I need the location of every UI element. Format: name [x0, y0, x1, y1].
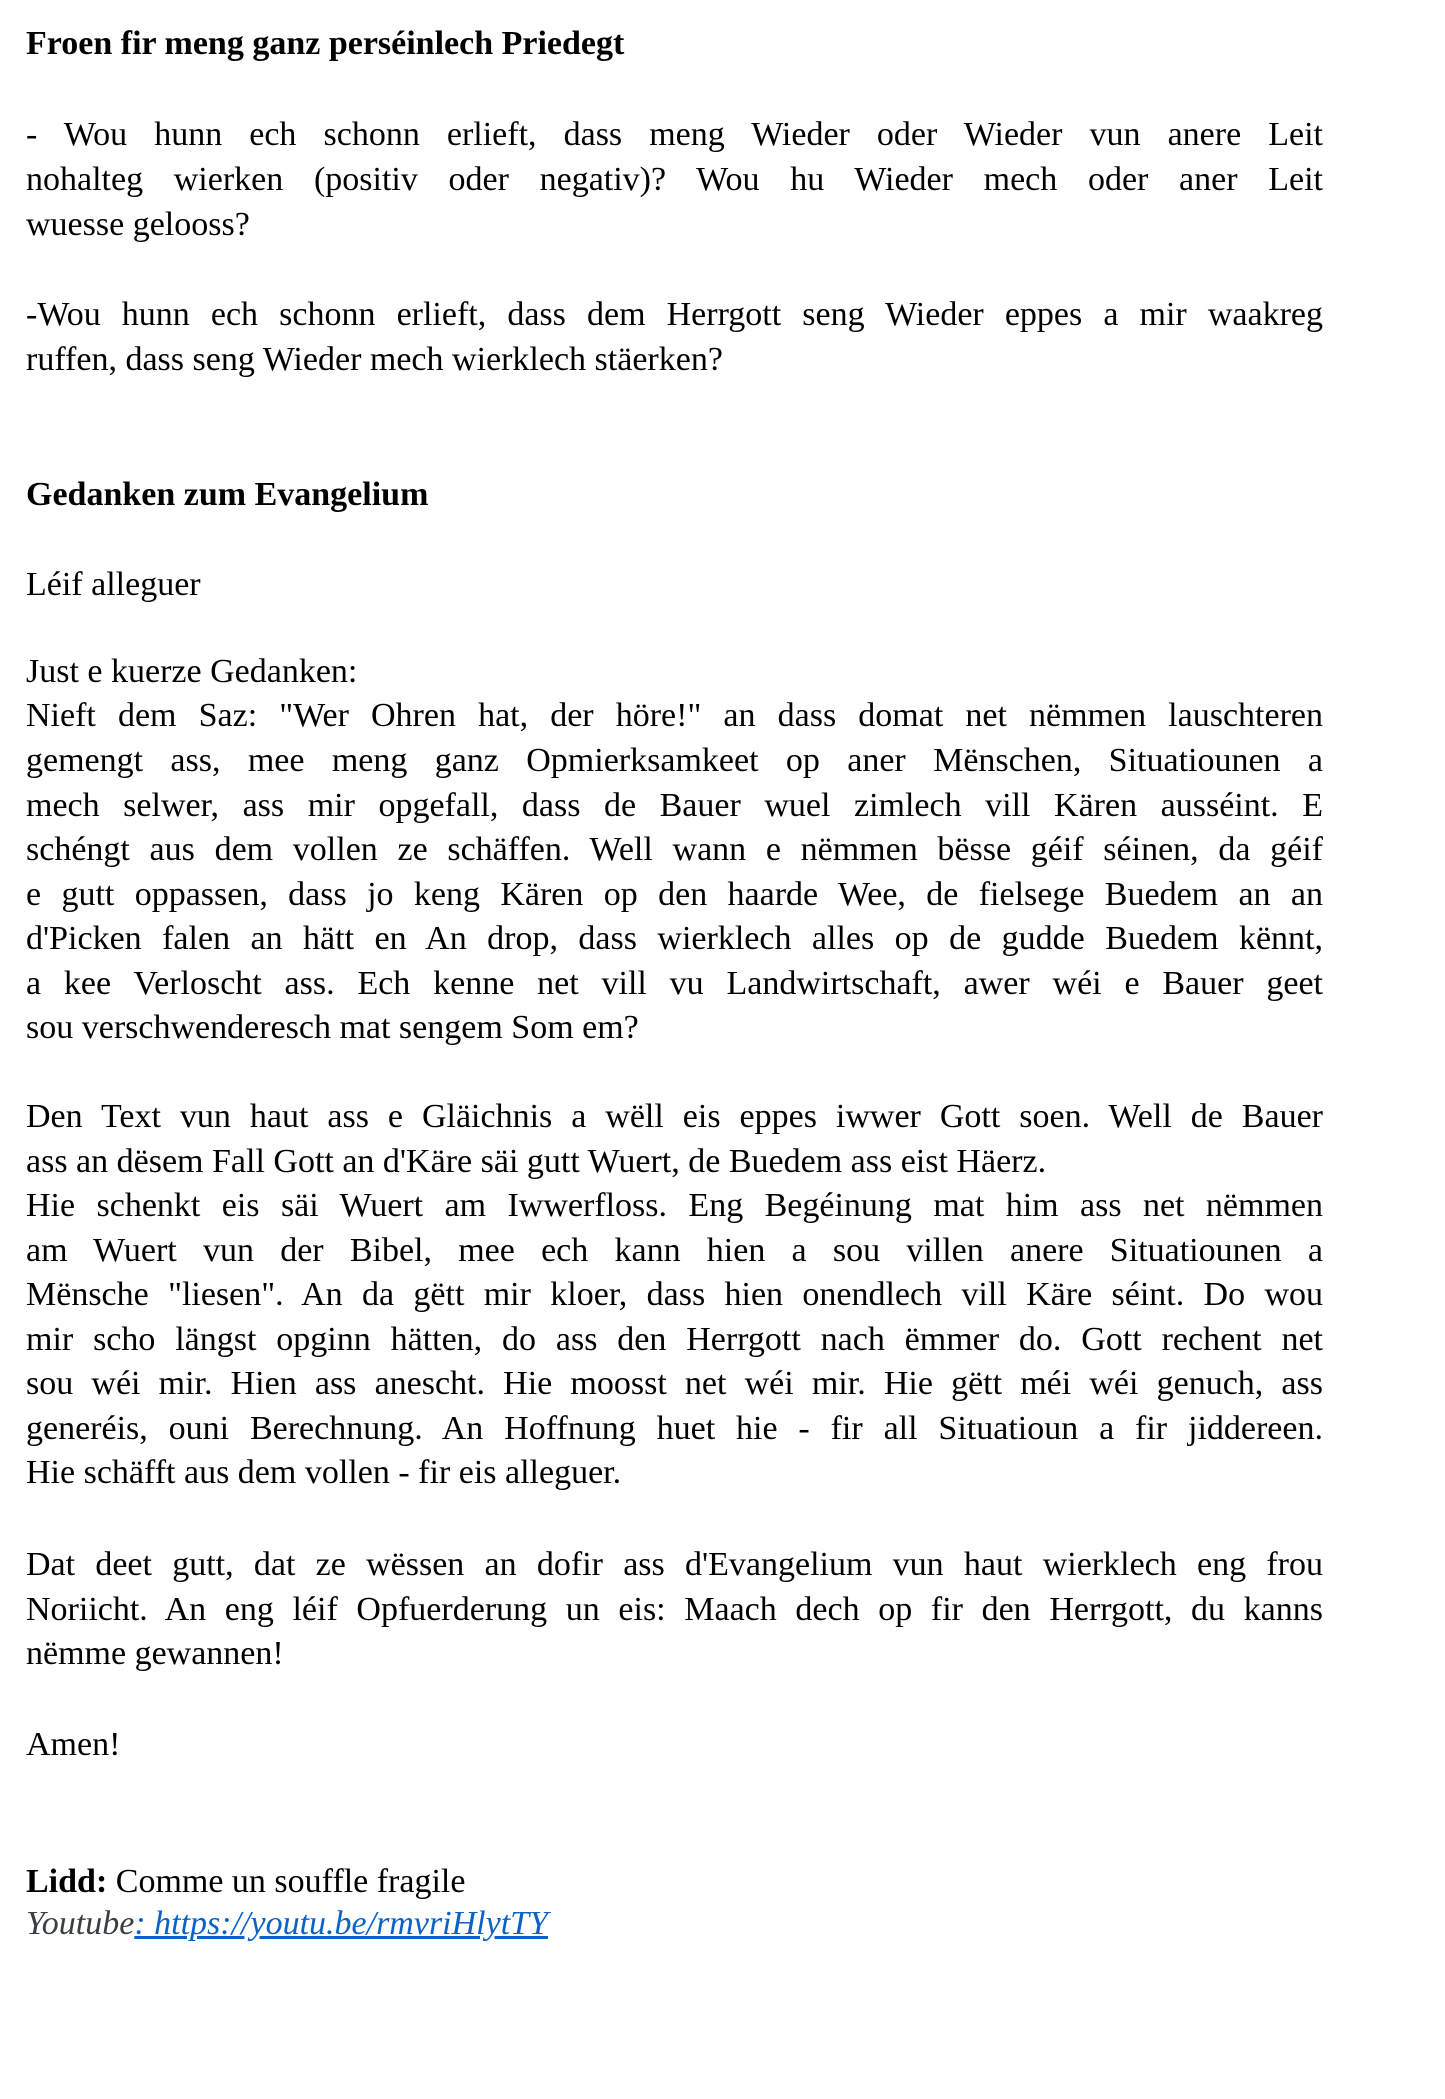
text-line: gemengt ass, mee meng ganz Opmierksamkeet op aner Mënschen, Situatiounen a	[26, 742, 1323, 779]
section-heading-questions: Froen fir meng ganz perséinlech Priedegt	[26, 25, 625, 62]
youtube-line	[26, 1904, 1323, 1944]
text-line: schéngt aus dem vollen ze schäffen. Well wann e nëmmen bësse géif séinen, da géif	[26, 831, 1323, 868]
text-line: nohalteg wierken (positiv oder negativ)? Wou hu Wieder mech oder aner Leit	[26, 161, 1323, 198]
greeting: Léif alleguer	[26, 566, 201, 603]
text-line: Nieft dem Saz: "Wer Ohren hat, der höre!" an dass domat net nëmmen lauschteren	[26, 697, 1323, 734]
text-line: am Wuert vun der Bibel, mee ech kann hien a sou villen anere Situatiounen a	[26, 1232, 1323, 1269]
text-line: Hie schäfft aus dem vollen - fir eis alleguer.	[26, 1454, 622, 1491]
text-line: wuesse gelooss?	[26, 206, 250, 243]
text-line: a kee Verloscht ass. Ech kenne net vill vu Landwirtschaft, awer wéi e Bauer geet	[26, 965, 1323, 1002]
text-line: Hie schenkt eis säi Wuert am Iwwerfloss. Eng Begéinung mat him ass net nëmmen	[26, 1187, 1323, 1224]
text-line: generéis, ouni Berechnung. An Hoffnung huet hie - fir all Situatioun a fir jiddereen.	[26, 1410, 1323, 1447]
text-line: sou wéi mir. Hien ass anescht. Hie moosst net wéi mir. Hie gëtt méi wéi genuch, ass	[26, 1365, 1323, 1402]
text-line: Dat deet gutt, dat ze wëssen an dofir ass d'Evangelium vun haut wierklech eng frou	[26, 1546, 1323, 1583]
text-line: Just e kuerze Gedanken:	[26, 653, 358, 690]
text-line: sou verschwenderesch mat sengem Som em?	[26, 1009, 639, 1046]
closing-amen: Amen!	[26, 1726, 121, 1763]
song-line	[26, 1862, 1323, 1902]
section-heading-gospel: Gedanken zum Evangelium	[26, 476, 429, 513]
youtube-link[interactable]: : https://youtu.be/rmvriHlytTY	[134, 1905, 548, 1942]
text-line: nëmme gewannen!	[26, 1635, 284, 1672]
text-line: -Wou hunn ech schonn erlieft, dass dem Herrgott seng Wieder eppes a mir waakreg	[26, 296, 1323, 333]
song-title: Comme un souffle fragile	[107, 1863, 466, 1900]
text-line: d'Picken falen an hätt en An drop, dass wierklech alles op de gudde Buedem kënnt,	[26, 920, 1323, 957]
text-line: ass an dësem Fall Gott an d'Käre säi gutt Wuert, de Buedem ass eist Häerz.	[26, 1143, 1047, 1180]
text-line: ruffen, dass seng Wieder mech wierklech stäerken?	[26, 341, 723, 378]
text-line: Mënsche "liesen". An da gëtt mir kloer, dass hien onendlech vill Käre séint. Do wou	[26, 1276, 1323, 1313]
song-label: Lidd:	[26, 1863, 108, 1900]
text-line: Noriicht. An eng léif Opfuerderung un eis: Maach dech op fir den Herrgott, du kanns	[26, 1591, 1323, 1628]
text-line: e gutt oppassen, dass jo keng Kären op den haarde Wee, de fielsege Buedem an an	[26, 876, 1323, 913]
text-line: mech selwer, ass mir opgefall, dass de Bauer wuel zimlech vill Kären ausséint. E	[26, 787, 1323, 824]
youtube-label: Youtube	[26, 1905, 135, 1942]
text-line: Den Text vun haut ass e Gläichnis a wëll eis eppes iwwer Gott soen. Well de Bauer	[26, 1098, 1323, 1135]
text-line: - Wou hunn ech schonn erlieft, dass meng Wieder oder Wieder vun anere Leit	[26, 116, 1323, 153]
text-line: mir scho längst opginn hätten, do ass den Herrgott nach ëmmer do. Gott rechent net	[26, 1321, 1323, 1358]
